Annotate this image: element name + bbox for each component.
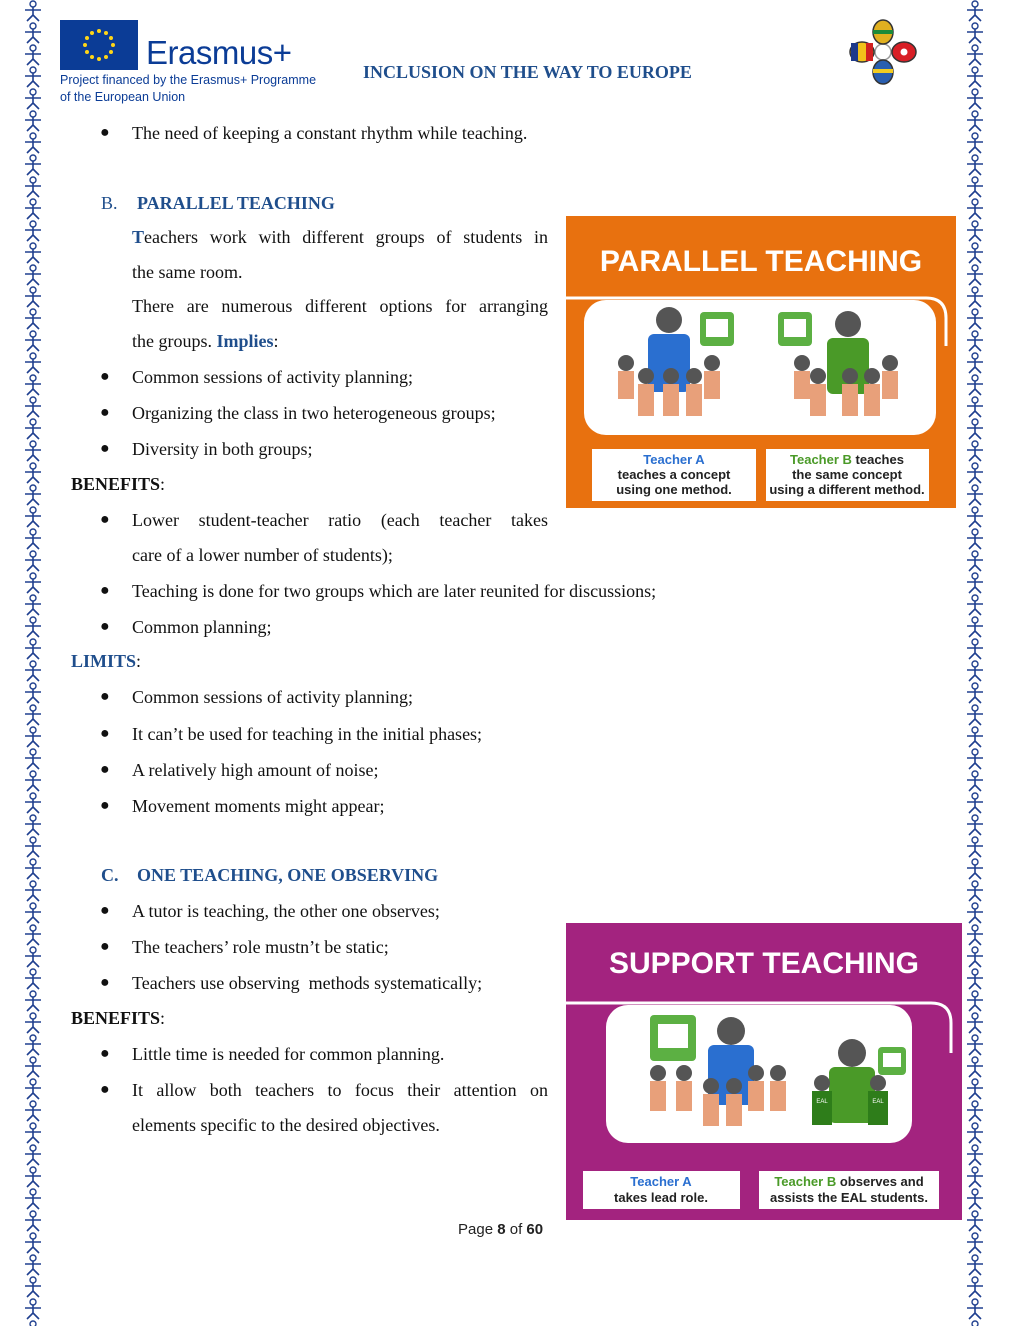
parallel-image-title: PARALLEL TEACHING	[599, 245, 923, 278]
section-b-para-line4-text: the groups.	[132, 331, 212, 351]
parallel-scene-panel	[584, 300, 936, 435]
benefit-c-2-line1: It allow both teachers to focus their attention on	[132, 1080, 548, 1100]
section-c-letter: C.	[101, 865, 119, 885]
section-b-para-line4: the groups. Implies:	[132, 331, 279, 351]
bullet-icon: ●	[100, 440, 110, 457]
section-c-bullet: The teachers’ role mustn’t be static;	[132, 937, 389, 957]
right-ornament-border	[962, 0, 988, 1326]
teacher-a-name: Teacher A	[643, 452, 705, 467]
implies-bullet: Common sessions of activity planning;	[132, 367, 413, 387]
benefits-b-heading: BENEFITS:	[71, 474, 166, 494]
eu-stars-icon	[60, 20, 138, 70]
teacher-b-line1	[790, 452, 904, 467]
section-b-para-line3: There are numerous different options for arranging	[132, 296, 548, 316]
limit-item: It can’t be used for teaching in the initial phases;	[132, 724, 483, 744]
limit-item: Common sessions of activity planning;	[132, 687, 413, 707]
teacher-b-line2: the same concept	[792, 467, 902, 482]
of-word: of	[509, 1221, 523, 1238]
limits-heading: LIMITS:	[71, 651, 142, 671]
limit-item: A relatively high amount of noise;	[132, 760, 379, 780]
bullet-icon: ●	[100, 511, 110, 528]
eu-flag-logo	[60, 20, 138, 70]
bullet-icon: ●	[100, 938, 110, 955]
benefit-b-2: Teaching is done for two groups which are later reunited for discussions;	[132, 581, 657, 601]
section-b-dropcap: T	[132, 227, 145, 247]
implies-bullet: Organizing the class in two heterogeneous groups;	[132, 403, 496, 423]
teacher-b-name: Teacher B	[790, 452, 852, 467]
eal-badge-right: EAL	[872, 1099, 884, 1105]
section-b-letter: B.	[101, 193, 118, 213]
support-teacher-a-name: Teacher A	[630, 1174, 692, 1189]
section-c-bullet: Teachers use observing methods systematically;	[132, 973, 483, 993]
bullet-icon: ●	[100, 124, 110, 141]
support-image-title: SUPPORT TEACHING	[608, 947, 920, 980]
support-teacher-b-line2: assists the EAL students.	[770, 1190, 928, 1205]
bullet-icon: ●	[100, 1045, 110, 1062]
erasmus-logo-text: Erasmus+	[146, 34, 292, 71]
section-b-para-line2: the same room.	[132, 262, 243, 282]
benefits-c-heading: BENEFITS:	[71, 1008, 166, 1028]
parallel-teaching-illustration	[566, 216, 956, 508]
teacher-a-line2: using one method.	[616, 482, 732, 497]
bullet-icon: ●	[100, 404, 110, 421]
bullet-icon: ●	[100, 582, 110, 599]
support-teacher-b-line1-rest: observes and	[836, 1174, 924, 1189]
benefit-c-2-line2: elements specific to the desired objectives.	[132, 1115, 440, 1135]
section-b-para-line1-text: eachers work with different groups of students in	[144, 227, 548, 247]
section-b-para-line1	[132, 226, 548, 248]
bullet-icon: ●	[100, 902, 110, 919]
implies-label: Implies	[216, 331, 274, 351]
support-teacher-a-line1: takes lead role.	[614, 1190, 708, 1205]
page-current: 8	[497, 1221, 506, 1238]
intro-bullet-text: The need of keeping a constant rhythm while teaching.	[132, 123, 528, 143]
bullet-icon: ●	[100, 618, 110, 635]
page-number-footer	[458, 1221, 543, 1238]
limits-label: LIMITS	[71, 651, 137, 671]
bullet-icon: ●	[100, 725, 110, 742]
benefits-c-label: BENEFITS	[71, 1008, 161, 1028]
section-b-title: PARALLEL TEACHING	[137, 193, 335, 213]
teacher-b-line1-rest: teaches	[851, 452, 904, 467]
support-teacher-b-name: Teacher B	[774, 1174, 837, 1189]
bullet-icon: ●	[100, 761, 110, 778]
section-c-bullet: A tutor is teaching, the other one observes;	[132, 901, 440, 921]
bullet-icon: ●	[100, 797, 110, 814]
bullet-icon: ●	[100, 1081, 110, 1098]
document-header-title: INCLUSION ON THE WAY TO EUROPE	[363, 62, 692, 82]
implies-bullet: Diversity in both groups;	[132, 439, 313, 459]
limit-item: Movement moments might appear;	[132, 796, 385, 816]
benefit-b-1-line2: care of a lower number of students);	[132, 545, 393, 565]
benefit-c-1: Little time is needed for common planning.	[132, 1044, 445, 1064]
teacher-a-line1: teaches a concept	[617, 467, 731, 482]
benefit-b-3: Common planning;	[132, 617, 272, 637]
bullet-icon: ●	[100, 974, 110, 991]
section-c-title: ONE TEACHING, ONE OBSERVING	[137, 865, 439, 885]
bullet-icon: ●	[100, 368, 110, 385]
eal-badge-left: EAL	[816, 1099, 828, 1105]
benefit-b-1-line1: Lower student-teacher ratio (each teacher takes	[132, 510, 548, 530]
page-total: 60	[526, 1221, 544, 1238]
teacher-b-line3: using a different method.	[769, 482, 925, 497]
bullet-icon: ●	[100, 688, 110, 705]
support-teaching-illustration	[566, 923, 962, 1220]
support-teacher-b-line1	[774, 1174, 923, 1189]
page-word: Page	[458, 1221, 494, 1238]
partner-countries-flower-logo	[842, 12, 924, 92]
benefits-b-label: BENEFITS	[71, 474, 161, 494]
logo-caption-line1: Project financed by the Erasmus+ Programme	[60, 73, 317, 87]
logo-caption-line2: of the European Union	[60, 90, 186, 104]
left-ornament-border	[20, 0, 46, 1326]
